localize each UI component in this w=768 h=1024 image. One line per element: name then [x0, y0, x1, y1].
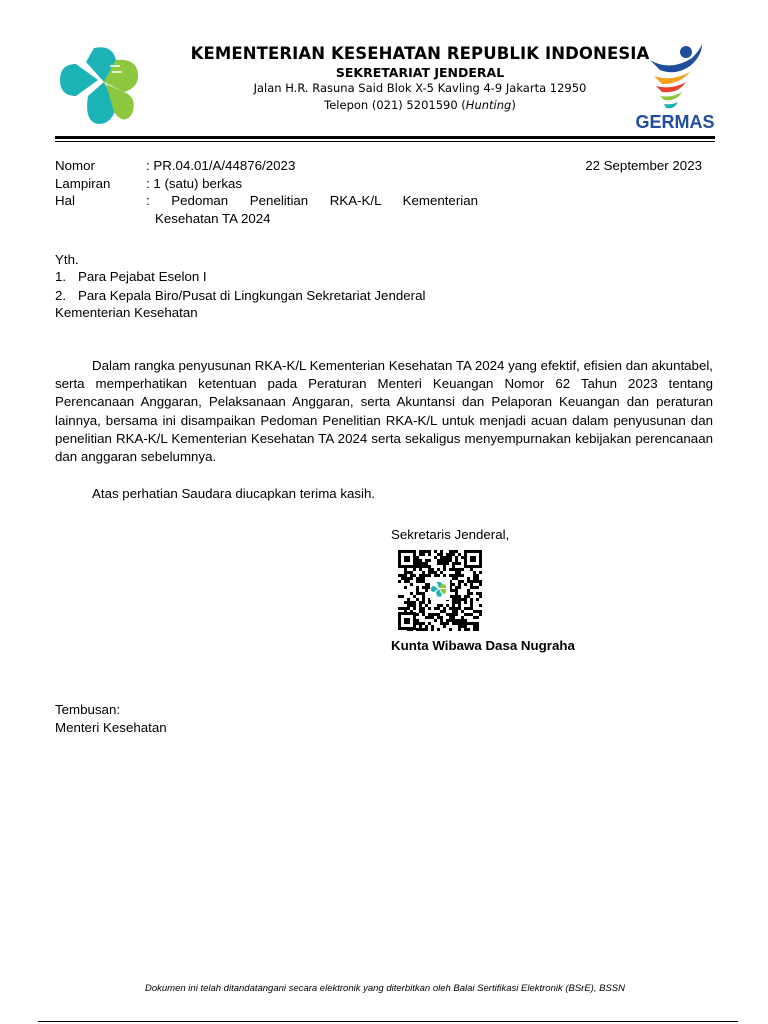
recipient-1-num: 1. [55, 269, 67, 284]
letterhead-rule-thick [55, 136, 715, 139]
lampiran-label: Lampiran [55, 176, 111, 191]
secretariat-subtitle: SEKRETARIAT JENDERAL [335, 65, 505, 80]
cc-label: Tembusan: [55, 702, 121, 717]
e-signature-footer-note: Dokumen ini telah ditandatangani secara elektronik yang diterbitkan oleh Balai Sertifikasi Elektronik (BSrE), BSSN [145, 983, 625, 994]
cc-item: Menteri Kesehatan [55, 720, 167, 735]
nomor-value: : PR.04.01/A/44876/2023 [146, 158, 296, 173]
yth-label: Yth. [55, 252, 79, 267]
letter-date: 22 September 2023 [585, 158, 702, 173]
hal-label: Hal [55, 193, 75, 208]
ministry-title: KEMENTERIAN KESEHATAN REPUBLIK INDONESIA [190, 44, 650, 63]
hal-value-line1: : Pedoman Penelitian RKA-K/L Kementerian [146, 193, 478, 208]
body-paragraph-1: Dalam rangka penyusunan RKA-K/L Kementerian Kesehatan TA 2024 yang efektif, efisien dan akuntabel, serta memperhatikan ketentuan pada Peraturan Menteri Keuangan Nomor 62 Tahun 2023 tentang Perencanaan Anggaran, Pelaksanaan Anggaran, serta Akuntansi dan Pelaporan Keuangan dan peraturan lainnya, bersama ini disampaikan Pedoman Penelitian RKA-K/L untuk menjadi acuan dalam penyusunan dan penelitian RKA-K/L Kementerian Kesehatan TA 2024 serta sekaligus menyempurnakan kebijakan perencanaan dan anggaran sebelumnya. [55, 358, 713, 465]
letterhead-rule-thin [55, 141, 715, 142]
lampiran-value: : 1 (satu) berkas [146, 176, 243, 191]
recipient-2: Para Kepala Biro/Pusat di Lingkungan Sekretariat Jenderal [78, 288, 426, 303]
qr-code-signature-icon [396, 548, 484, 632]
address-line: Jalan H.R. Rasuna Said Blok X-5 Kavling 4-9 Jakarta 12950 [253, 81, 587, 95]
recipient-1: Para Pejabat Eselon I [78, 269, 207, 284]
hal-value-line2: Kesehatan TA 2024 [155, 211, 271, 226]
recipient-org: Kementerian Kesehatan [55, 305, 198, 320]
signatory-position: Sekretaris Jenderal, [391, 527, 510, 542]
germas-logo-icon [630, 42, 720, 114]
phone-line: Telepon (021) 5201590 (Hunting) [324, 98, 516, 112]
bottom-rule [38, 1021, 738, 1022]
body-paragraph-2: Atas perhatian Saudara diucapkan terima kasih. [92, 486, 376, 501]
recipient-2-num: 2. [55, 288, 67, 303]
germas-label: GERMAS [635, 112, 715, 132]
signatory-name: Kunta Wibawa Dasa Nugraha [391, 638, 575, 653]
nomor-label: Nomor [55, 158, 95, 173]
